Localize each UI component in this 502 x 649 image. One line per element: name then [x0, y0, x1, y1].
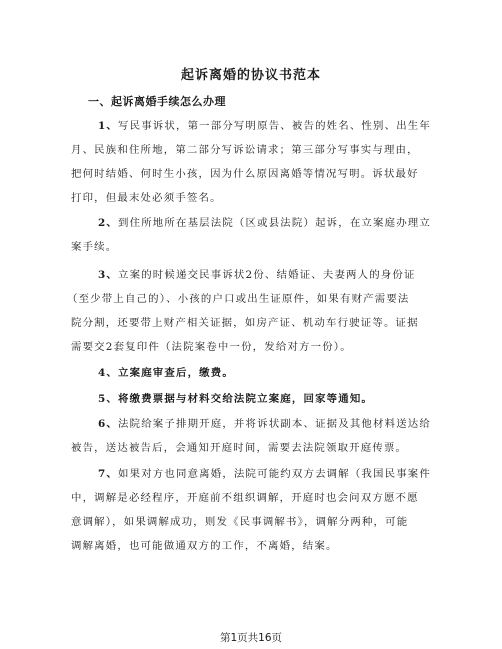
item-7-text: 如果对方也同意离婚，法院可能约双方去调解（我国民事案件 — [118, 468, 431, 480]
item-1-line-3: 把何时结婚、何时生小孩，因为什么原因离婚等情况写明。诉状最好 — [71, 168, 419, 180]
item-3-text: 立案的时候递交民事诉状2份、结婚证、夫妻两人的身份证 — [118, 269, 416, 281]
item-6-number: 6、 — [98, 418, 119, 430]
item-5-text: 将缴费票据与材料交给法院立案庭，回家等通知。 — [118, 393, 374, 405]
item-7-line-3: 意调解），如果调解成功，则发《民事调解书》，调解分两种，可能 — [71, 516, 409, 528]
item-7-line-1 — [98, 465, 431, 480]
item-3-number: 3、 — [98, 269, 119, 281]
item-6-text: 法院给案子排期开庭，并将诉状副本、证据及其他材料送达给 — [118, 418, 431, 430]
item-3-line-3: 院分割，还要带上财产相关证据，如房产证、机动车行驶证等。证据 — [71, 317, 419, 329]
item-2-number: 2、 — [98, 217, 119, 229]
document-title: 起诉离婚的协议书范本 — [180, 68, 321, 83]
item-1-text: 写民事诉状，第一部分写明原告、被告的姓名、性别、出生年 — [118, 120, 431, 132]
item-6-line-2: 被告，送达被告后，会通知开庭时间，需要去法院领取开庭传票。 — [71, 442, 408, 454]
item-7-number: 7、 — [98, 468, 119, 480]
item-7-line-2: 中，调解是必经程序，开庭前不组织调解，开庭时也会问双方愿不愿 — [71, 492, 419, 504]
item-4-line-1 — [98, 364, 234, 379]
item-2-line-2: 案手续。 — [71, 241, 118, 253]
item-3-line-1 — [98, 266, 416, 281]
item-1-line-4: 打印，但最末处必须手签名。 — [71, 192, 222, 204]
section-heading: 一、起诉离婚手续怎么办理 — [88, 95, 226, 108]
item-7-line-4: 调解离婚，也可能做通双方的工作，不离婚，结案。 — [71, 540, 338, 552]
item-2-text: 到住所地所在基层法院（区或县法院）起诉，在立案庭办理立 — [118, 217, 431, 229]
item-4-text: 立案庭审查后，缴费。 — [118, 367, 234, 379]
item-1-number: 1、 — [98, 120, 119, 132]
page-number-footer: 第1页共16页 — [219, 632, 283, 644]
item-6-line-1 — [98, 415, 431, 430]
item-5-line-1 — [98, 390, 373, 405]
item-1-line-2: 月、民族和住所地，第二部分写诉讼请求；第三部分写事实与理由， — [71, 144, 419, 156]
item-4-number: 4、 — [98, 367, 119, 379]
item-3-line-2: （至少带上自己的）、小孩的户口或出生证原件，如果有财产需要法 — [67, 293, 410, 305]
item-1-line-1 — [98, 117, 431, 132]
item-5-number: 5、 — [98, 393, 119, 405]
item-3-line-4: 需要交2套复印件（法院案卷中一份，发给对方一份）。 — [71, 341, 352, 353]
item-2-line-1 — [98, 214, 431, 229]
